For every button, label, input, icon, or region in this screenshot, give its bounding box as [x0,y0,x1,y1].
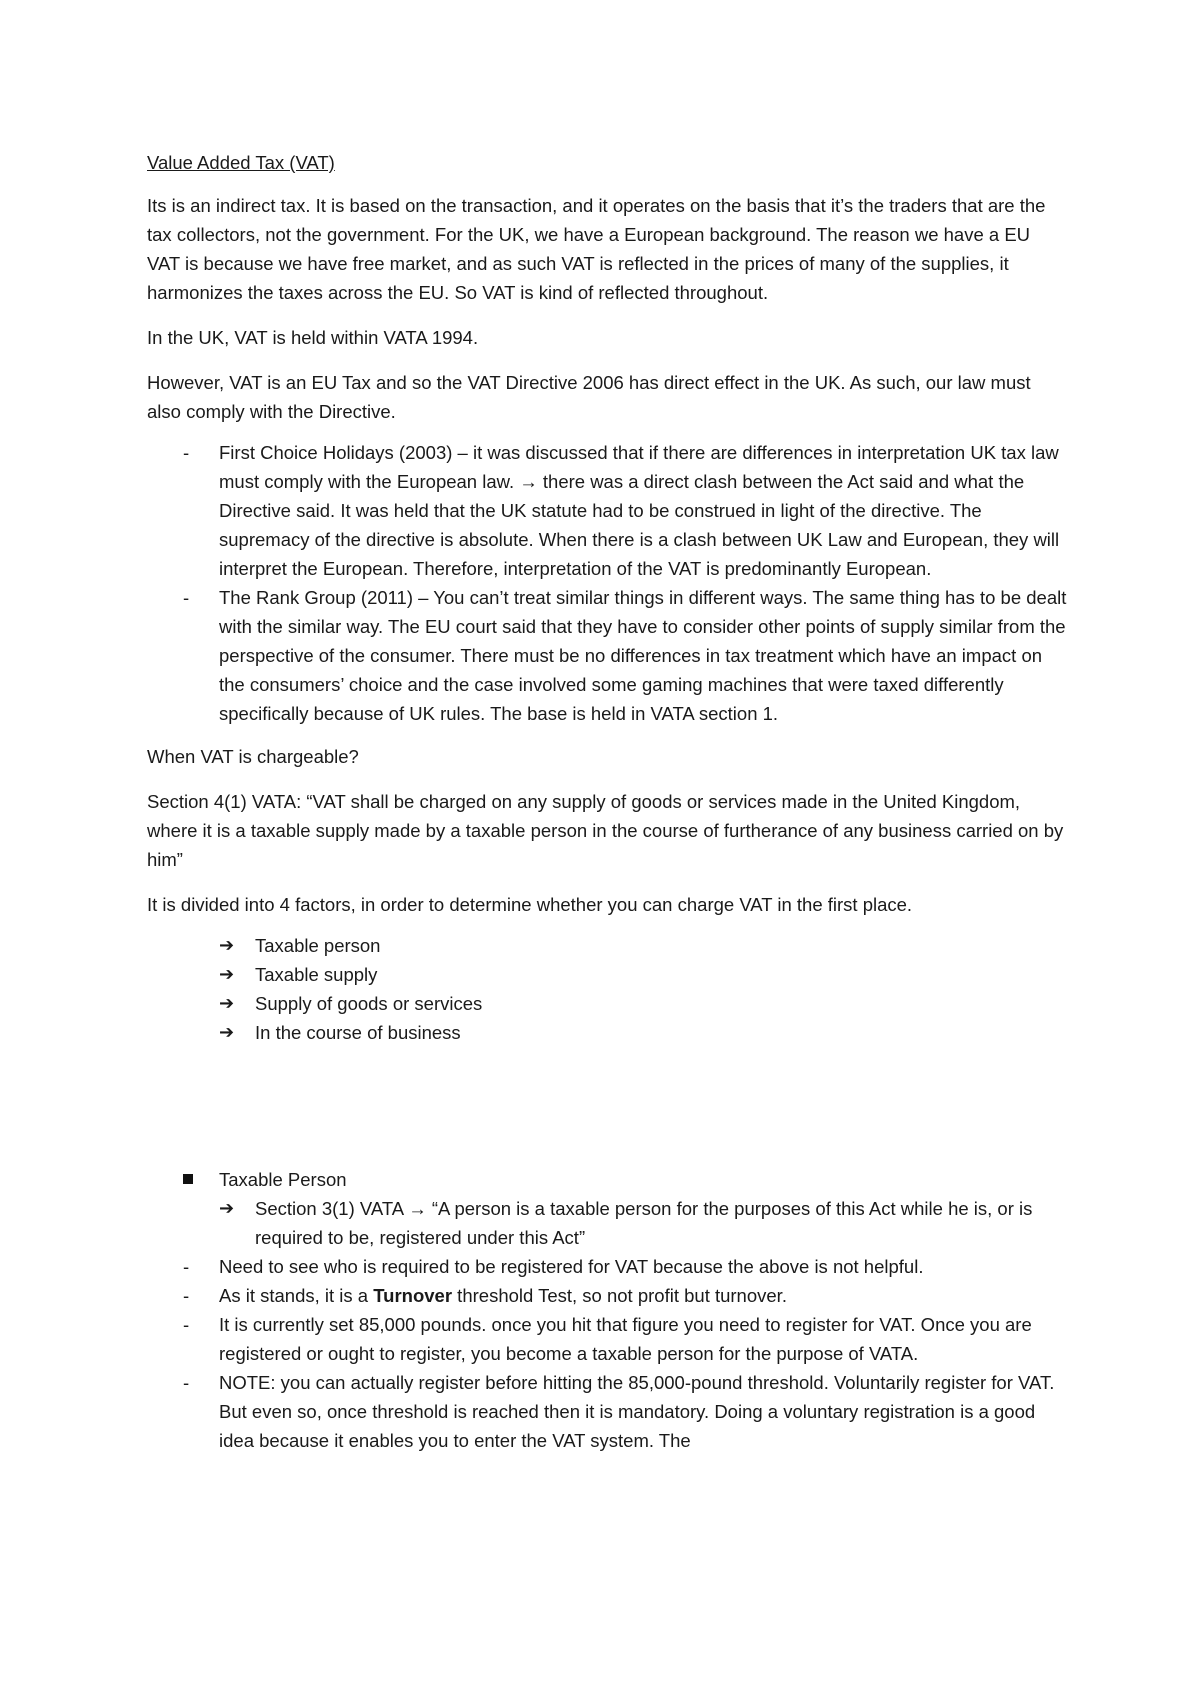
document-body [147,148,1067,1469]
factor-item: Supply of goods or services [255,993,483,1014]
vata-paragraph: In the UK, VAT is held within VATA 1994. [147,327,479,348]
blank-space [147,1047,1067,1165]
list-item [147,989,1067,1018]
case-list [147,438,1067,728]
list-item [147,583,1067,728]
factor-item: Taxable supply [255,964,378,985]
list-item [147,931,1067,960]
dash-bullet: - [183,1256,190,1277]
arrow-icon: ➔ [219,964,235,984]
turnover-bold: Turnover [373,1285,453,1306]
dash-bullet: - [183,587,190,608]
factor-item: In the course of business [255,1022,461,1043]
dash-bullet: - [183,1285,190,1306]
point-voluntary: NOTE: you can actually register before hitting the 85,000-pound threshold. Voluntarily register for VAT. But even so, once threshold is reached then it is mandatory. Doing a voluntary registration is a good idea because it enables you to enter the VAT system. The [219,1372,1055,1451]
arrow-icon: ➔ [219,935,235,955]
dash-bullet: - [183,442,190,463]
factors-intro: It is divided into 4 factors, in order to determine whether you can charge VAT in the first place. [147,894,913,915]
section-3-quote: Section 3(1) VATA → “A person is a taxable person for the purposes of this Act while he is, or is required to be, registered under this Act” [255,1198,1033,1248]
section-3-list [147,1194,1067,1252]
list-item [147,1310,1067,1368]
list-item [147,1194,1067,1252]
list-item [147,1368,1067,1455]
section-4-quote: Section 4(1) VATA: “VAT shall be charged on any supply of goods or services made in the United Kingdom, where it is a taxable supply made by a taxable person in the course of furtherance of any business carried on by him” [147,791,1064,870]
list-item [147,1018,1067,1047]
taxable-person-heading: Taxable Person [219,1169,347,1190]
list-item [147,1252,1067,1281]
point-registration: Need to see who is required to be registered for VAT because the above is not helpful. [219,1256,924,1277]
directive-paragraph: However, VAT is an EU Tax and so the VAT Directive 2006 has direct effect in the UK. As such, our law must also comply with the Directive. [147,372,1031,422]
list-item [147,1165,1067,1194]
dash-bullet: - [183,1314,190,1335]
case-first-choice: First Choice Holidays (2003) – it was discussed that if there are differences in interpretation UK tax law must comply with the European law. → there was a direct clash between the Act said and what the Directive said. It was held that the UK statute had to be construed in light of the directive. The supremacy of the directive is absolute. When there is a clash between UK Law and European, they will interpret the European. Therefore, interpretation of the VAT is predominantly European. [219,442,1060,579]
arrow-icon: ➔ [219,993,235,1013]
list-item [147,1281,1067,1310]
registration-points [147,1252,1067,1455]
arrow-icon: ➔ [219,1022,235,1042]
point-threshold: It is currently set 85,000 pounds. once you hit that figure you need to register for VAT. Once you are registered or ought to register, you become a taxable person for the purpose of VATA. [219,1314,1032,1364]
square-bullet-icon [183,1174,193,1184]
case-rank-group: The Rank Group (2011) – You can’t treat similar things in different ways. The same thing has to be dealt with the similar way. The EU court said that they have to consider other points of supply similar from the perspective of the consumer. There must be no differences in tax treatment which have an impact on the consumers’ choice and the case involved some gaming machines that were taxed differently specifically because of UK rules. The base is held in VATA section 1. [219,587,1067,724]
factor-item: Taxable person [255,935,381,956]
arrow-icon: ➔ [219,1198,235,1218]
dash-bullet: - [183,1372,190,1393]
taxable-person-section [147,1165,1067,1194]
point-turnover: As it stands, it is a Turnover threshold Test, so not profit but turnover. [219,1285,787,1306]
page-title: Value Added Tax (VAT) [147,152,335,173]
list-item [147,960,1067,989]
intro-paragraph: Its is an indirect tax. It is based on the transaction, and it operates on the basis that it’s the traders that are the tax collectors, not the government. For the UK, we have a European background. The reason we have a EU VAT is because we have free market, and as such VAT is reflected in the prices of many of the supplies, it harmonizes the taxes across the EU. So VAT is kind of reflected throughout. [147,195,1046,303]
list-item [147,438,1067,583]
factors-list [147,931,1067,1047]
chargeable-question: When VAT is chargeable? [147,746,359,767]
